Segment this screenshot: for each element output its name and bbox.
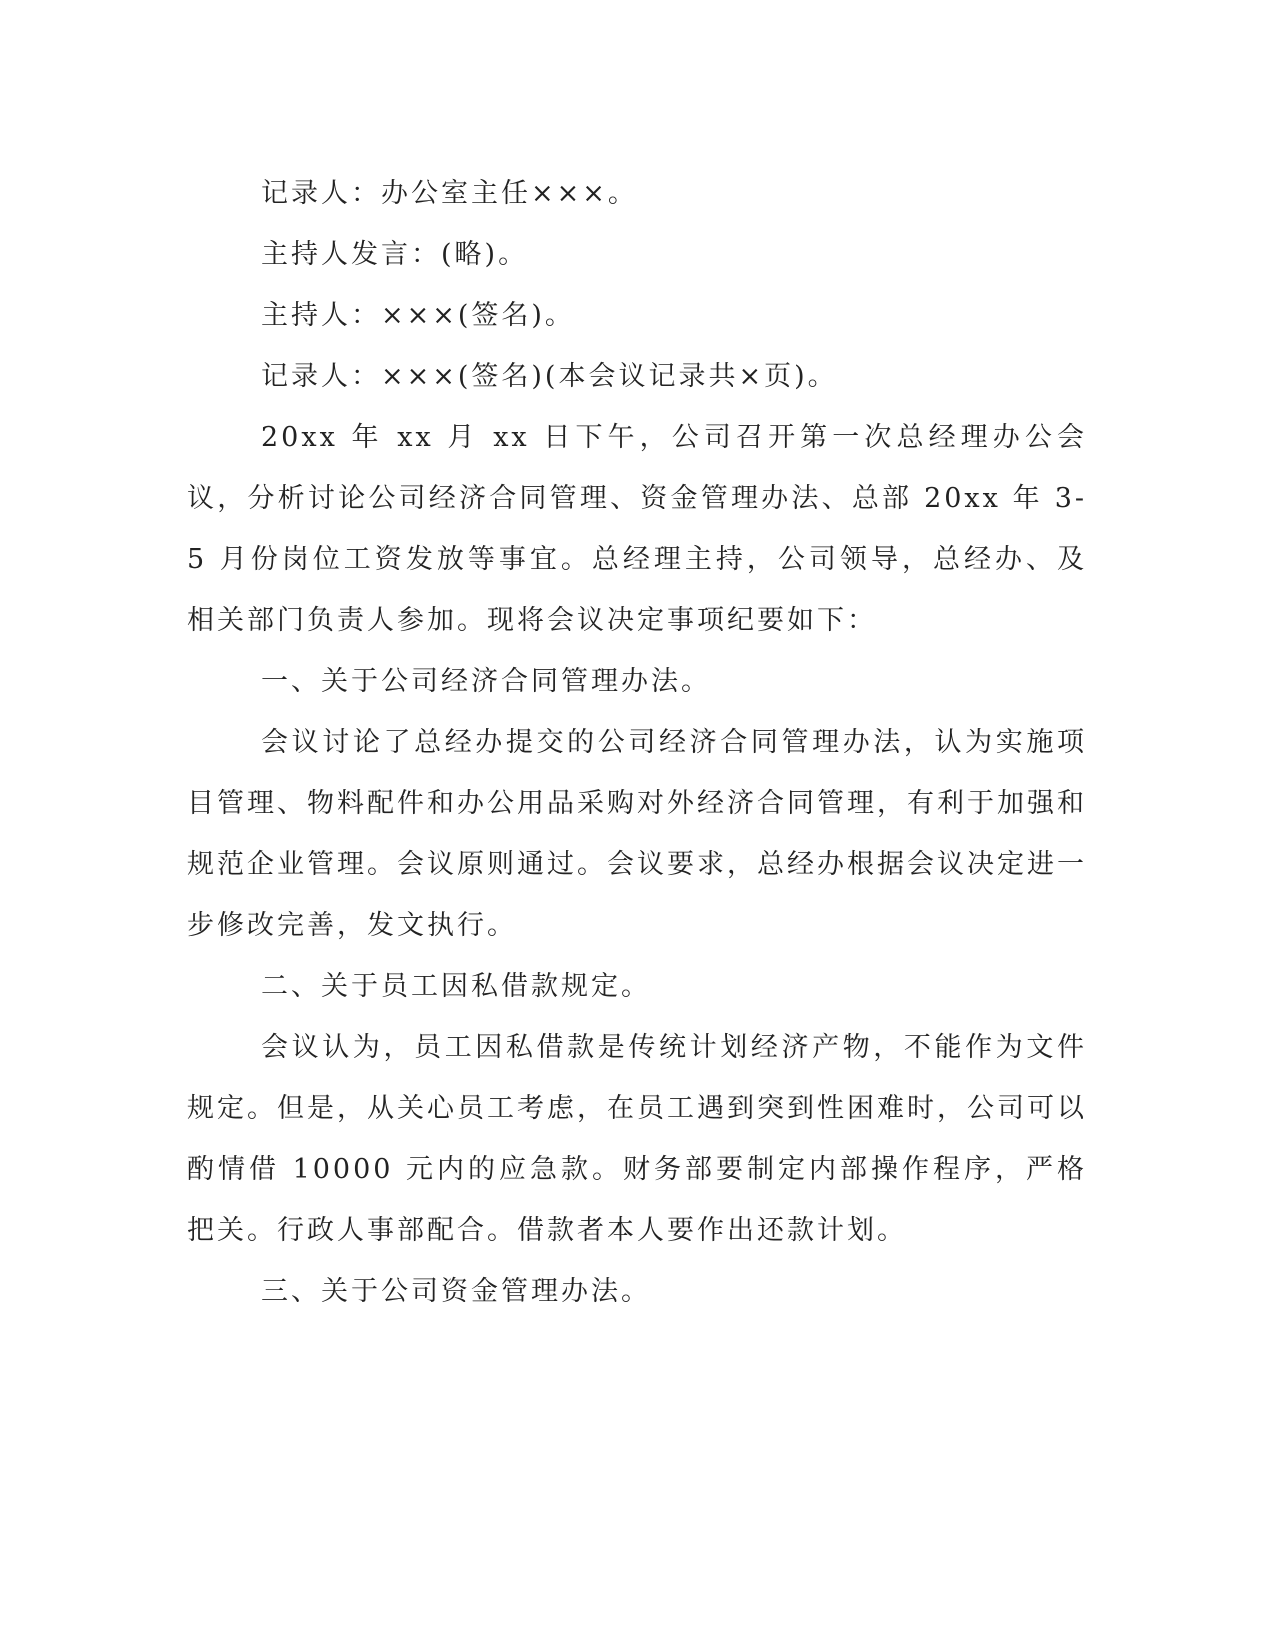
section-heading-2: 二、关于员工因私借款规定。 — [261, 971, 651, 1002]
document-body — [187, 163, 1087, 1322]
recorder-line: 记录人：办公室主任×××。 — [261, 178, 638, 209]
section-heading-1: 一、关于公司经济合同管理办法。 — [261, 666, 711, 697]
section-1-paragraph: 会议讨论了总经办提交的公司经济合同管理办法，认为实施项目管理、物料配件和办公用品采购对外经济合同管理，有利于加强和规范企业管理。会议原则通过。会议要求，总经办根据会议决定进一步修改完善，发文执行。 — [187, 727, 1087, 941]
host-speech-line: 主持人发言：(略)。 — [261, 239, 529, 270]
section-heading-3: 三、关于公司资金管理办法。 — [261, 1276, 651, 1307]
recorder-signature-line: 记录人：×××(签名)(本会议记录共×页)。 — [261, 361, 838, 392]
section-2-paragraph: 会议认为，员工因私借款是传统计划经济产物，不能作为文件规定。但是，从关心员工考虑，在员工遇到突到性困难时，公司可以酌情借 10000 元内的应急款。财务部要制定内部操作程序，严格把关。行政人事部配合。借款者本人要作出还款计划。 — [187, 1032, 1087, 1246]
meeting-intro-paragraph: 20xx 年 xx 月 xx 日下午，公司召开第一次总经理办公会议，分析讨论公司经济合同管理、资金管理办法、总部 20xx 年 3-5 月份岗位工资发放等事宜。总经理主持，公司领导，总经办、及相关部门负责人参加。现将会议决定事项纪要如下： — [187, 422, 1087, 636]
host-signature-line: 主持人：×××(签名)。 — [261, 300, 575, 331]
